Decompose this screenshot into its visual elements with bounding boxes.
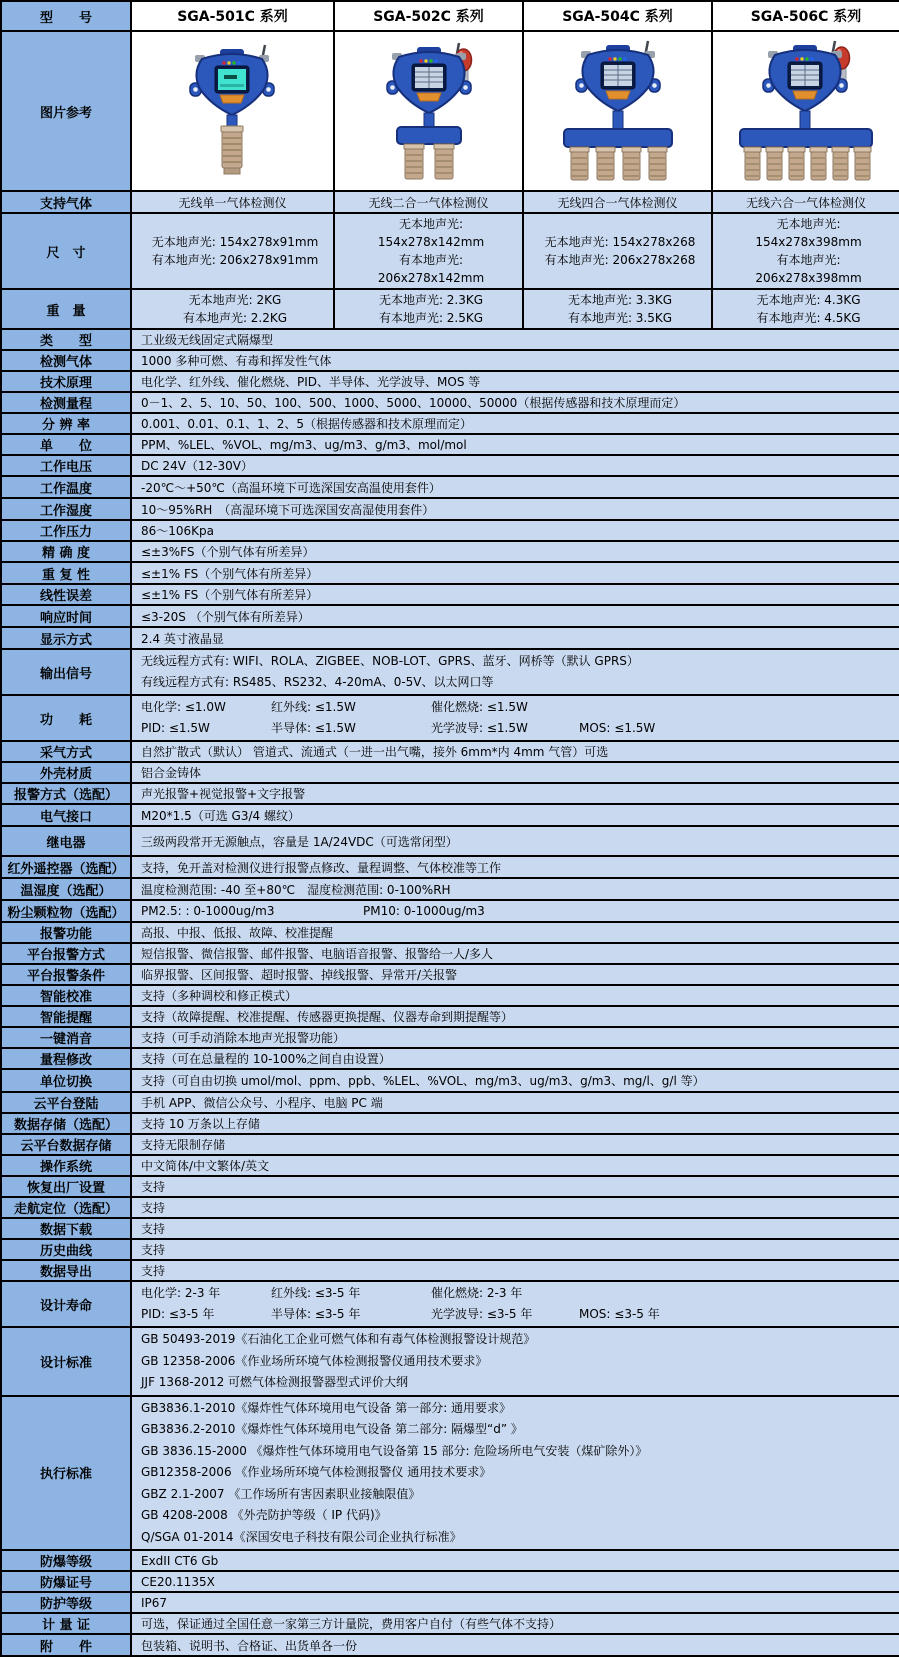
size-line: 有本地声光: 206x278x268 — [544, 253, 696, 267]
spec-value: 可选，保证通过全国任意一家第三方计量院，费用客户自付（有些气体不支持） — [131, 1613, 899, 1634]
output-line2: 有线远程方式有: RS485、RS232、4-20mA、0-5V、以太网口等 — [141, 675, 494, 689]
spec-label: 输出信号 — [1, 649, 131, 695]
gas-detector-2in1-icon — [335, 33, 523, 189]
standard-line: Q/SGA 01-2014《深国安电子科技有限公司企业执行标准》 — [141, 1529, 462, 1544]
spec-label: 操作系统 — [1, 1155, 131, 1176]
weight-line: 无本地声光: 2.3KG — [378, 293, 484, 307]
gas-detector-6in1-icon — [713, 33, 899, 189]
spec-label: 数据存储（选配） — [1, 1113, 131, 1134]
spec-value: 临界报警、区间报警、超时报警、掉线报警、异常开/关报警 — [131, 964, 899, 985]
power-seg: MOS: ≤1.5W — [579, 721, 656, 735]
relay-row — [1, 826, 899, 856]
spec-label: 继电器 — [1, 826, 131, 856]
spec-value — [131, 695, 899, 741]
lifespan-seg: 催化燃烧: 2-3 年 — [431, 1286, 523, 1300]
mute-row — [1, 1027, 899, 1048]
smart-remind-row — [1, 1006, 899, 1027]
size-row — [1, 213, 899, 289]
spec-value: 工业级无线固定式隔爆型 — [131, 329, 899, 350]
voltage-row — [1, 455, 899, 476]
spec-label: 恢复出厂设置 — [1, 1176, 131, 1197]
spec-value: ≤±1% FS（个别气体有所差异） — [131, 584, 899, 605]
spec-label: 量程修改 — [1, 1048, 131, 1069]
os-row — [1, 1155, 899, 1176]
spec-label: 功 耗 — [1, 695, 131, 741]
spec-value — [131, 1281, 899, 1327]
spec-value: 自然扩散式（默认） 管道式、流通式（一进一出气嘴，接外 6mm*内 4mm 气管）可选 — [131, 741, 899, 762]
spec-label: 重 量 — [1, 289, 131, 329]
factory-reset-row — [1, 1176, 899, 1197]
lifespan-row — [1, 1281, 899, 1327]
spec-label: 平台报警方式 — [1, 943, 131, 964]
spec-value — [523, 289, 712, 329]
spec-value: ≤±3%FS（个别气体有所差异） — [131, 541, 899, 562]
temp-row — [1, 476, 899, 498]
spec-value: 手机 APP、微信公众号、小程序、电脑 PC 端 — [131, 1092, 899, 1113]
lifespan-seg: 光学波导: ≤3-5 年 — [431, 1307, 533, 1321]
model-header-504c: SGA-504C 系列 — [523, 1, 712, 31]
electrical-row — [1, 804, 899, 826]
spec-value: 无线四合一气体检测仪 — [523, 191, 712, 213]
model-header-502c: SGA-502C 系列 — [334, 1, 523, 31]
weight-line: 无本地声光: 3.3KG — [567, 293, 673, 307]
lifespan-seg: 半导体: ≤3-5 年 — [271, 1307, 361, 1321]
spec-label: 一键消音 — [1, 1027, 131, 1048]
exec-standard-row — [1, 1396, 899, 1551]
alarm-mode-row — [1, 783, 899, 804]
spec-value: 支持 — [131, 1176, 899, 1197]
spec-value: DC 24V（12-30V） — [131, 455, 899, 476]
spec-value: 86～106Kpa — [131, 520, 899, 541]
power-row — [1, 695, 899, 741]
type-row — [1, 329, 899, 350]
navigation-row — [1, 1197, 899, 1218]
spec-value — [334, 213, 523, 289]
spec-label: 设计寿命 — [1, 1281, 131, 1327]
standard-line: GB 3836.15-2000 《爆炸性气体环境用电气设备第 15 部分: 危险场所电气安装（煤矿除外）》 — [141, 1443, 648, 1458]
output-row — [1, 649, 899, 695]
spec-label: 附 件 — [1, 1634, 131, 1656]
protection-row — [1, 1592, 899, 1613]
spec-label: 防护等级 — [1, 1592, 131, 1613]
humidity-row — [1, 498, 899, 520]
weight-line: 无本地声光: 2KG — [188, 293, 282, 307]
export-row — [1, 1260, 899, 1281]
spec-value: 无线二合一气体检测仪 — [334, 191, 523, 213]
display-row — [1, 627, 899, 649]
spec-label: 检测气体 — [1, 350, 131, 371]
spec-label: 智能提醒 — [1, 1006, 131, 1027]
spec-label: 尺 寸 — [1, 213, 131, 289]
data-storage-row — [1, 1113, 899, 1134]
spec-value: 支持，免开盖对检测仪进行报警点修改、量程调整、气体校准等工作 — [131, 856, 899, 878]
accuracy-row — [1, 541, 899, 562]
spec-value — [131, 1396, 899, 1551]
size-line: 无本地声光: 154x278x91mm — [151, 235, 319, 249]
weight-line: 有本地声光: 2.2KG — [182, 311, 288, 325]
spec-label: 精 确 度 — [1, 541, 131, 562]
weight-row — [1, 289, 899, 329]
spec-label: 响应时间 — [1, 605, 131, 627]
device-image-sga-502c — [334, 31, 523, 191]
spec-label: 防爆等级 — [1, 1550, 131, 1571]
smart-cal-row — [1, 985, 899, 1006]
spec-value: PPM、%LEL、%VOL、mg/m3、ug/m3、g/m3、mol/mol — [131, 434, 899, 455]
spec-value: 支持（可手动消除本地声光报警功能） — [131, 1027, 899, 1048]
spec-value: ExdII CT6 Gb — [131, 1550, 899, 1571]
standard-line: GBZ 2.1-2007 《工作场所有害因素职业接触限值》 — [141, 1486, 421, 1501]
spec-value: M20*1.5（可选 G3/4 螺纹） — [131, 804, 899, 826]
gas-detector-single-icon — [135, 33, 330, 189]
spec-value: ≤3-20S （个别气体有所差异） — [131, 605, 899, 627]
spec-value — [334, 289, 523, 329]
spec-value — [131, 1327, 899, 1396]
header-row — [1, 1, 899, 31]
spec-value: 电化学、红外线、催化燃烧、PID、半导体、光学波导、MOS 等 — [131, 371, 899, 392]
spec-label: 报警功能 — [1, 922, 131, 943]
spec-value: ≤±1% FS（个别气体有所差异） — [131, 562, 899, 584]
dust-seg: PM10: 0-1000ug/m3 — [363, 904, 485, 918]
size-line: 无本地声光: 154x278x398mm — [755, 217, 862, 249]
range-modify-row — [1, 1048, 899, 1069]
spec-label: 显示方式 — [1, 627, 131, 649]
exproof-grade-row — [1, 1550, 899, 1571]
repeatability-row — [1, 562, 899, 584]
output-line1: 无线远程方式有: WIFI、ROLA、ZIGBEE、NOB-LOT、GPRS、蓝牙、网桥等（默认 GPRS） — [141, 654, 639, 668]
cloud-login-row — [1, 1092, 899, 1113]
spec-value: CE20.1135X — [131, 1571, 899, 1592]
device-image-sga-506c — [712, 31, 899, 191]
standard-line: GB 50493-2019《石油化工企业可燃气体和有毒气体检测报警设计规范》 — [141, 1332, 536, 1346]
alarm-func-row — [1, 922, 899, 943]
spec-label: 工作湿度 — [1, 498, 131, 520]
standard-line: GB 12358-2006《作业场所环境气体检测报警仪通用技术要求》 — [141, 1353, 488, 1368]
spec-label: 执行标准 — [1, 1396, 131, 1551]
unit-switch-row — [1, 1069, 899, 1092]
spec-value: -20℃～+50℃（高温环境下可选深国安高温使用套件） — [131, 476, 899, 498]
spec-value — [523, 213, 712, 289]
pressure-row — [1, 520, 899, 541]
power-seg: PID: ≤1.5W — [141, 721, 210, 735]
power-seg: 电化学: ≤1.0W — [141, 700, 226, 714]
spec-label: 类 型 — [1, 329, 131, 350]
spec-value: 支持（可自由切换 umol/mol、ppm、ppb、%LEL、%VOL、mg/m3、ug/m3、g/m3、mg/l、g/l 等） — [131, 1069, 899, 1092]
standard-line: JJF 1368-2012 可燃气体检测报警器型式评价大纲 — [141, 1375, 409, 1389]
spec-value: 高报、中报、低报、故障、校准提醒 — [131, 922, 899, 943]
spec-label: 历史曲线 — [1, 1239, 131, 1260]
power-seg: 光学波导: ≤1.5W — [431, 721, 528, 735]
spec-value: 支持（故障提醒、校准提醒、传感器更换提醒、仪器寿命到期提醒等） — [131, 1006, 899, 1027]
weight-line: 无本地声光: 4.3KG — [756, 293, 861, 307]
weight-line: 有本地声光: 3.5KG — [567, 311, 673, 325]
size-line: 无本地声光: 154x278x268 — [544, 235, 696, 249]
dust-row — [1, 900, 899, 922]
spec-label: 工作温度 — [1, 476, 131, 498]
size-line: 无本地声光: 154x278x142mm — [377, 217, 485, 249]
temp-hum-row — [1, 878, 899, 900]
header-model-label: 型 号 — [1, 1, 131, 31]
lifespan-seg: 电化学: 2-3 年 — [141, 1286, 221, 1300]
spec-label: 工作电压 — [1, 455, 131, 476]
lifespan-seg: PID: ≤3-5 年 — [141, 1307, 215, 1321]
spec-label: 红外遥控器（选配） — [1, 856, 131, 878]
sampling-row — [1, 741, 899, 762]
spec-label: 线性误差 — [1, 584, 131, 605]
spec-value: 支持 10 万条以上存储 — [131, 1113, 899, 1134]
spec-value: 支持无限制存储 — [131, 1134, 899, 1155]
spec-label: 技术原理 — [1, 371, 131, 392]
standard-line: GB 4208-2008 《外壳防护等级（ IP 代码)》 — [141, 1508, 387, 1522]
spec-value: 三级两段常开无源触点，容量是 1A/24VDC（可选常闭型） — [131, 826, 899, 856]
spec-label: 平台报警条件 — [1, 964, 131, 985]
spec-value: 10～95%RH （高湿环境下可选深国安高湿使用套件） — [131, 498, 899, 520]
range-row — [1, 392, 899, 413]
download-row — [1, 1218, 899, 1239]
image-row-label: 图片参考 — [1, 31, 131, 191]
spec-label: 报警方式（选配） — [1, 783, 131, 804]
image-row — [1, 31, 899, 191]
spec-label: 分 辨 率 — [1, 413, 131, 434]
spec-value: 支持 — [131, 1197, 899, 1218]
spec-label: 单 位 — [1, 434, 131, 455]
spec-value: 包装箱、说明书、合格证、出货单各一份 — [131, 1634, 899, 1656]
spec-label: 采气方式 — [1, 741, 131, 762]
gas-detector-4in1-icon — [524, 33, 712, 189]
spec-label: 温湿度（选配） — [1, 878, 131, 900]
lifespan-seg: MOS: ≤3-5 年 — [579, 1307, 660, 1321]
support-gas-row — [1, 191, 899, 213]
shell-row — [1, 762, 899, 783]
spec-label: 云平台登陆 — [1, 1092, 131, 1113]
spec-label: 智能校准 — [1, 985, 131, 1006]
spec-value: 短信报警、微信报警、邮件报警、电脑语音报警、报警给一人/多人 — [131, 943, 899, 964]
spec-value: 声光报警+视觉报警+文字报警 — [131, 783, 899, 804]
spec-label: 数据导出 — [1, 1260, 131, 1281]
device-image-sga-504c — [523, 31, 712, 191]
spec-label: 工作压力 — [1, 520, 131, 541]
platform-alarm-cond-row — [1, 964, 899, 985]
spec-label: 云平台数据存储 — [1, 1134, 131, 1155]
spec-label: 数据下载 — [1, 1218, 131, 1239]
spec-label: 计 量 证 — [1, 1613, 131, 1634]
spec-value — [131, 649, 899, 695]
weight-line: 有本地声光: 4.5KG — [756, 311, 861, 325]
metrology-row — [1, 1613, 899, 1634]
spec-value: 温度检测范围: -40 至+80℃ 湿度检测范围: 0-100%RH — [131, 878, 899, 900]
spec-label: 防爆证号 — [1, 1571, 131, 1592]
spec-value — [131, 289, 334, 329]
power-seg: 红外线: ≤1.5W — [271, 700, 356, 714]
spec-value: 0－1、2、5、10、50、100、500、1000、5000、10000、50000（根据传感器和技术原理而定） — [131, 392, 899, 413]
spec-value: 铝合金铸体 — [131, 762, 899, 783]
linearity-row — [1, 584, 899, 605]
spec-label: 检测量程 — [1, 392, 131, 413]
spec-value — [131, 900, 899, 922]
spec-value: 无线六合一气体检测仪 — [712, 191, 899, 213]
spec-value — [712, 213, 899, 289]
size-line: 有本地声光: 206x278x398mm — [755, 253, 862, 285]
spec-label: 支持气体 — [1, 191, 131, 213]
spec-label: 粉尘颗粒物（选配） — [1, 900, 131, 922]
spec-value: 支持（可在总量程的 10-100%之间自由设置） — [131, 1048, 899, 1069]
platform-alarm-mode-row — [1, 943, 899, 964]
spec-label: 电气接口 — [1, 804, 131, 826]
power-seg: 半导体: ≤1.5W — [271, 721, 356, 735]
gas-row — [1, 350, 899, 371]
spec-label: 设计标准 — [1, 1327, 131, 1396]
spec-value: IP67 — [131, 1592, 899, 1613]
spec-label: 单位切换 — [1, 1069, 131, 1092]
spec-value: 无线单一气体检测仪 — [131, 191, 334, 213]
remote-row — [1, 856, 899, 878]
standard-line: GB3836.2-2010《爆炸性气体环境用电气设备 第二部分: 隔爆型“d” 》 — [141, 1422, 523, 1436]
weight-line: 有本地声光: 2.5KG — [378, 311, 484, 325]
spec-label: 重 复 性 — [1, 562, 131, 584]
spec-value: 支持（多种调校和修正模式） — [131, 985, 899, 1006]
spec-value — [131, 213, 334, 289]
spec-value: 支持 — [131, 1239, 899, 1260]
standard-line: GB12358-2006 《作业场所环境气体检测报警仪 通用技术要求》 — [141, 1465, 492, 1479]
accessories-row — [1, 1634, 899, 1656]
unit-row — [1, 434, 899, 455]
spec-label: 外壳材质 — [1, 762, 131, 783]
spec-value: 支持 — [131, 1218, 899, 1239]
size-line: 有本地声光: 206x278x91mm — [151, 253, 319, 267]
device-image-sga-501c — [131, 31, 334, 191]
history-row — [1, 1239, 899, 1260]
principle-row — [1, 371, 899, 392]
design-standard-row — [1, 1327, 899, 1396]
standard-line: GB3836.1-2010《爆炸性气体环境用电气设备 第一部分: 通用要求》 — [141, 1400, 512, 1415]
model-header-506c: SGA-506C 系列 — [712, 1, 899, 31]
spec-value — [712, 289, 899, 329]
resolution-row — [1, 413, 899, 434]
size-line: 有本地声光: 206x278x142mm — [377, 253, 485, 285]
power-seg: 催化燃烧: ≤1.5W — [431, 700, 528, 714]
spec-value: 中文简体/中文繁体/英文 — [131, 1155, 899, 1176]
lifespan-seg: 红外线: ≤3-5 年 — [271, 1286, 361, 1300]
dust-seg: PM2.5: : 0-1000ug/m3 — [141, 904, 275, 918]
spec-value: 2.4 英寸液晶显 — [131, 627, 899, 649]
cloud-storage-row — [1, 1134, 899, 1155]
spec-value: 支持 — [131, 1260, 899, 1281]
exproof-cert-row — [1, 1571, 899, 1592]
response-row — [1, 605, 899, 627]
spec-value: 0.001、0.01、0.1、1、2、5（根据传感器和技术原理而定） — [131, 413, 899, 434]
spec-value: 1000 多种可燃、有毒和挥发性气体 — [131, 350, 899, 371]
model-header-501c: SGA-501C 系列 — [131, 1, 334, 31]
spec-label: 走航定位（选配） — [1, 1197, 131, 1218]
